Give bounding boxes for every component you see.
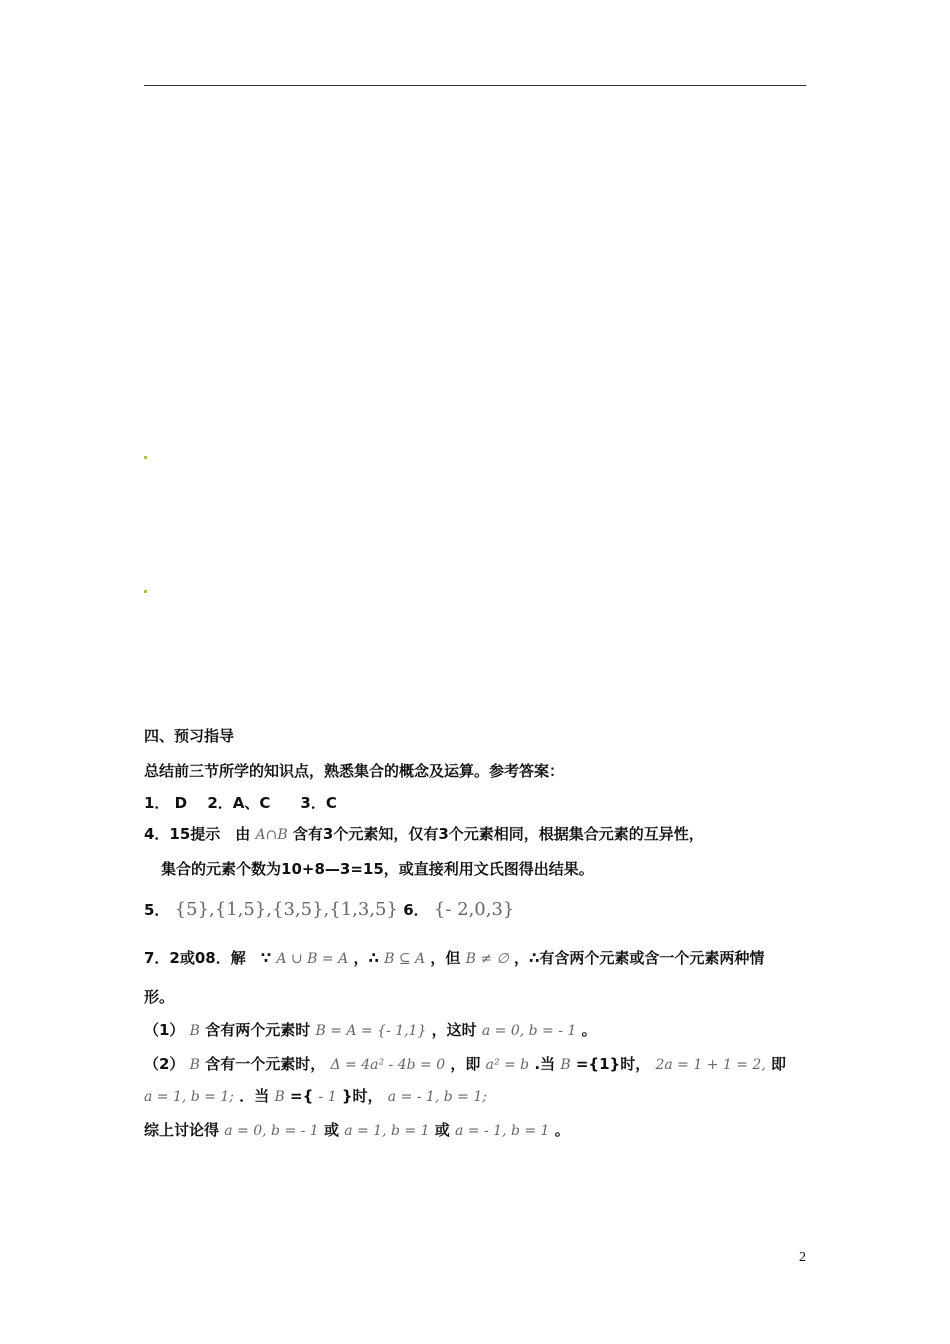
case1-lead: （1） [144,1021,185,1039]
case1-math-1: B = A = {- 1,1} [315,1023,427,1039]
answer-7 [144,948,764,969]
q7-text-3: ，∴有含两个元素或含一个元素两种情 [513,949,765,967]
case2b-text-3: }时， [341,1087,383,1105]
q6-math: {- 2,0,3} [433,899,515,920]
case1-text-1: 含有两个元素时 [205,1021,311,1039]
case2-text-5: 即 [771,1055,787,1073]
q7-lead: 7．2或08．解 ∵ [144,949,272,967]
q5-math: {5},{1,5},{3,5},{1,3,5} [174,899,398,920]
case2-math-2: a² = b [485,1057,530,1073]
summary-text-2: 或 [434,1121,450,1139]
case2-text-3: .当 [534,1055,556,1073]
q7-text-1: ，∴ [353,949,379,967]
q7-math-3: B ≠ ∅ [465,951,509,967]
q6-label: 6． [403,901,429,919]
q7-math-1: A ∪ B = A [276,951,349,967]
case2-text-2: ，即 [450,1055,481,1073]
case1-text-3: 。 [581,1021,597,1039]
summary [144,1120,570,1141]
case2b-text-2: ={ [290,1087,314,1105]
summary-math-1: a = 0, b = - 1 [224,1123,319,1139]
case2-lead: （2） [144,1055,185,1073]
case1-set-b: B [189,1023,200,1039]
section-title: 四、预习指导 [144,727,235,745]
page-number: 2 [799,1250,806,1265]
q4-mid: 含有3个元素知，仅有3个元素相同，根据集合元素的互异性， [292,825,704,843]
case2b-math-1: a = 1, b = 1; [144,1089,235,1105]
case2-math-3: 2a = 1 + 1 = 2, [655,1057,766,1073]
summary-text-3: 。 [554,1121,570,1139]
header-rule [144,85,806,86]
answer-4 [144,824,704,845]
answers-1-3: 1． D 2．A、C 3．C [144,794,337,812]
case1-math-2: a = 0, b = - 1 [481,1023,577,1039]
answer-7-cont: 形。 [144,988,175,1006]
case2-math-1: Δ = 4a² - 4b = 0 [330,1057,446,1073]
q4-lead: 4．15提示 由 [144,825,251,843]
marker-dot [144,590,147,593]
q7-text-2: ，但 [430,949,461,967]
case2-set-b-2: B [560,1057,571,1073]
summary-text-1: 或 [323,1121,339,1139]
case2-set-b: B [189,1057,200,1073]
answer-4-cont: 集合的元素个数为10+8—3=15，或直接利用文氏图得出结果。 [161,860,594,878]
case2b-math-2: - 1 [318,1089,337,1105]
marker-dot [144,456,147,459]
case-1 [144,1020,597,1041]
case-2 [144,1054,786,1075]
case2-text-1: 含有一个元素时， [205,1055,326,1073]
case2b-text-1: ．当 [239,1087,270,1105]
intro-text: 总结前三节所学的知识点，熟悉集合的概念及运算。参考答案： [144,762,565,780]
q5-label: 5． [144,901,170,919]
q7-math-2: B ⊆ A [384,951,426,967]
summary-lead: 综上讨论得 [144,1121,220,1139]
case2-text-4: ={1}时， [575,1055,651,1073]
q4-math: A∩B [255,827,288,843]
case-2-cont [144,1086,487,1107]
case1-text-2: ，这时 [431,1021,477,1039]
summary-math-2: a = 1, b = 1 [344,1123,430,1139]
case2b-math-3: a = - 1, b = 1; [387,1089,487,1105]
answer-5-6 [144,900,514,920]
case2b-set-b: B [274,1089,285,1105]
summary-math-3: a = - 1, b = 1 [454,1123,550,1139]
